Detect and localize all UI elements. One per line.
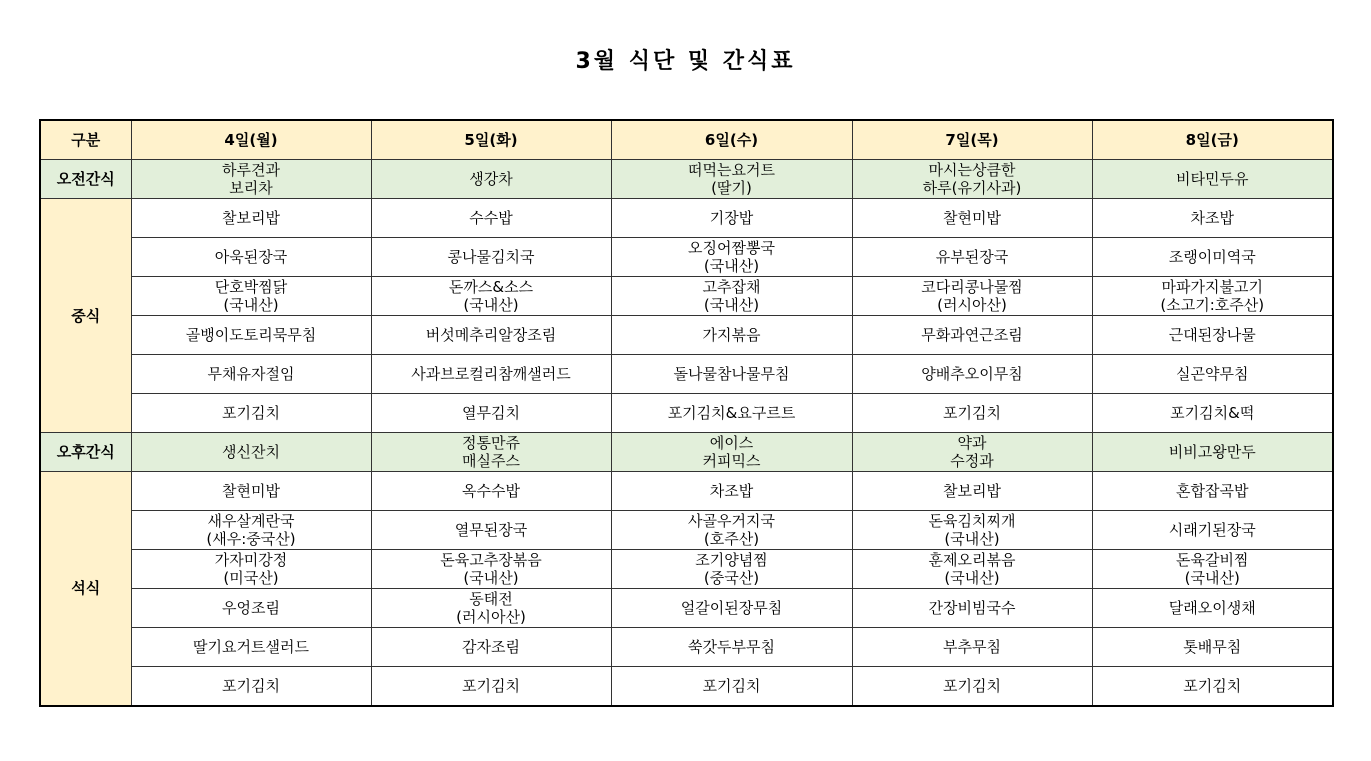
menu-item-text: (호주산) — [703, 530, 760, 548]
dinner-row — [40, 589, 1333, 628]
menu-item-text: 포기김치 — [462, 676, 520, 695]
menu-item-text: 마시는상큼한 — [928, 161, 1016, 179]
menu-cell — [371, 511, 611, 550]
menu-item-text: 얼갈이된장무침 — [680, 599, 783, 617]
menu-item-text: (미국산) — [223, 569, 279, 587]
menu-cell — [852, 472, 1092, 511]
menu-cell — [131, 628, 371, 667]
menu-item-text: 비비고왕만두 — [1168, 443, 1256, 461]
menu-item-text: 무화과연근조림 — [921, 326, 1023, 344]
menu-item-text: 수수밥 — [469, 209, 513, 227]
dinner-row — [40, 550, 1333, 589]
menu-cell — [1092, 667, 1333, 706]
menu-cell — [611, 589, 852, 628]
afternoon-snack-row — [40, 433, 1333, 472]
menu-item-text: 포기김치 — [222, 676, 280, 695]
menu-cell — [852, 628, 1092, 667]
lunch-label: 중식 — [40, 199, 131, 433]
menu-cell — [611, 394, 852, 433]
menu-cell — [131, 199, 371, 238]
menu-item-text: 우엉조림 — [222, 599, 280, 617]
menu-item-text: 감자조림 — [462, 638, 520, 656]
menu-cell — [131, 589, 371, 628]
menu-cell — [611, 355, 852, 394]
menu-item-text: 동태전 — [469, 590, 513, 608]
menu-item-text: 오징어짬뽕국 — [688, 239, 775, 257]
lunch-row — [40, 355, 1333, 394]
menu-cell — [1092, 355, 1333, 394]
menu-item-text: (국내산) — [463, 569, 519, 587]
menu-item-text: 매실주스 — [462, 452, 520, 470]
menu-cell — [852, 433, 1092, 472]
page-title: 3월 식단 및 간식표 — [575, 49, 796, 74]
menu-item-text: (딸기) — [711, 179, 752, 197]
menu-cell — [1092, 550, 1333, 589]
menu-item-text: 옥수수밥 — [462, 482, 520, 500]
menu-item-text: 무채유자절임 — [207, 365, 295, 383]
menu-item-text: 차조밥 — [1190, 209, 1234, 227]
lunch-row — [40, 316, 1333, 355]
menu-item-text: 기장밥 — [709, 209, 754, 227]
menu-item-text: 가지볶음 — [702, 326, 761, 344]
menu-item-text: 비타민두유 — [1176, 170, 1249, 188]
menu-item-text: (러시아산) — [937, 296, 1007, 314]
menu-item-text: (국내산) — [944, 530, 1000, 548]
menu-item-text: 하루(유기사과) — [922, 179, 1022, 197]
menu-item-text: (소고기:호주산) — [1160, 296, 1265, 314]
menu-cell — [611, 199, 852, 238]
header-day-fri: 8일(금) — [1092, 120, 1333, 160]
menu-cell — [1092, 511, 1333, 550]
menu-item-text: 조기양념찜 — [695, 551, 768, 569]
header-day-tue: 5일(화) — [371, 120, 611, 160]
menu-item-text: 정통만쥬 — [462, 434, 520, 452]
menu-cell — [852, 238, 1092, 277]
morning-snack-row — [40, 160, 1333, 199]
menu-item-text: (국내산) — [703, 257, 760, 275]
menu-item-text: 생신잔치 — [222, 443, 280, 461]
menu-cell — [611, 472, 852, 511]
menu-cell — [1092, 199, 1333, 238]
menu-cell — [611, 550, 852, 589]
afternoon-snack-row-label: 오후간식 — [40, 433, 131, 472]
menu-item-text: 약과 — [957, 434, 987, 452]
menu-cell — [371, 160, 611, 199]
menu-item-text: 돈육고추장볶음 — [440, 551, 542, 569]
menu-cell — [611, 238, 852, 277]
menu-item-text: 아욱된장국 — [214, 248, 288, 266]
menu-item-text: 양배추오이무침 — [921, 365, 1023, 383]
menu-item-text: 마파가지불고기 — [1161, 278, 1263, 296]
menu-cell — [1092, 160, 1333, 199]
menu-item-text: 가자미강정 — [214, 551, 288, 569]
menu-cell — [852, 199, 1092, 238]
menu-item-text: 수정과 — [950, 452, 994, 470]
menu-cell — [852, 667, 1092, 706]
menu-cell — [611, 628, 852, 667]
menu-item-text: 차조밥 — [709, 482, 754, 500]
menu-item-text: 찰보리밥 — [222, 209, 280, 227]
menu-cell — [852, 316, 1092, 355]
menu-cell — [852, 394, 1092, 433]
lunch-row — [40, 277, 1333, 316]
menu-item-text: 부추무침 — [943, 638, 1001, 656]
menu-cell — [131, 472, 371, 511]
menu-item-text: 훈제오리볶음 — [928, 551, 1016, 569]
menu-item-text: 열무된장국 — [454, 521, 528, 539]
menu-cell — [852, 550, 1092, 589]
menu-item-text: 포기김치 — [1183, 676, 1242, 695]
menu-item-text: 찰현미밥 — [222, 482, 280, 500]
meal-table — [39, 119, 1334, 707]
menu-item-text: 유부된장국 — [935, 248, 1009, 266]
menu-cell — [1092, 394, 1333, 433]
menu-item-text: 조랭이미역국 — [1168, 248, 1256, 266]
morning-snack-row-label: 오전간식 — [40, 160, 131, 199]
menu-cell — [371, 199, 611, 238]
dinner-row — [40, 511, 1333, 550]
menu-cell — [852, 277, 1092, 316]
menu-item-text: 커피믹스 — [702, 452, 761, 470]
menu-item-text: 돈육갈비찜 — [1176, 551, 1249, 569]
menu-cell — [1092, 589, 1333, 628]
menu-cell — [131, 355, 371, 394]
menu-item-text: 보리차 — [229, 179, 273, 197]
dinner-row — [40, 667, 1333, 706]
menu-cell — [371, 667, 611, 706]
menu-cell — [131, 433, 371, 472]
menu-cell — [131, 550, 371, 589]
menu-item-text: (국내산) — [703, 296, 760, 314]
menu-item-text: 버섯메추리알장조림 — [425, 326, 557, 344]
header-day-mon: 4일(월) — [131, 120, 371, 160]
menu-item-text: 시래기된장국 — [1168, 521, 1256, 539]
dinner-row — [40, 472, 1333, 511]
lunch-row — [40, 394, 1333, 433]
menu-item-text: 코다리콩나물찜 — [921, 278, 1023, 296]
menu-cell — [131, 394, 371, 433]
menu-item-text: 돌나물참나물무침 — [673, 365, 790, 383]
menu-item-text: 포기김치 — [943, 676, 1001, 695]
menu-item-text: 콩나물김치국 — [447, 248, 535, 266]
menu-item-text: 돈까스&소스 — [448, 278, 534, 296]
menu-item-text: 포기김치 — [943, 404, 1001, 422]
menu-cell — [371, 355, 611, 394]
menu-cell — [611, 316, 852, 355]
menu-item-text: 생강차 — [469, 170, 513, 188]
menu-item-text: 포기김치&요구르트 — [667, 404, 796, 422]
menu-cell — [852, 589, 1092, 628]
menu-item-text: 찰보리밥 — [943, 482, 1001, 500]
menu-item-text: 사과브로컬리참깨샐러드 — [411, 365, 571, 383]
dinner-row — [40, 628, 1333, 667]
menu-item-text: 딸기요거트샐러드 — [193, 638, 309, 656]
menu-item-text: (러시아산) — [456, 608, 526, 626]
menu-cell — [371, 589, 611, 628]
menu-cell — [1092, 238, 1333, 277]
menu-item-text: 열무김치 — [462, 404, 520, 422]
lunch-row — [40, 238, 1333, 277]
menu-item-text: (국내산) — [944, 569, 1000, 587]
menu-cell — [371, 316, 611, 355]
menu-cell — [131, 511, 371, 550]
menu-cell — [611, 277, 852, 316]
menu-item-text: 새우살계란국 — [207, 512, 295, 530]
menu-cell — [131, 316, 371, 355]
menu-cell — [611, 511, 852, 550]
menu-item-text: 돈육김치찌개 — [928, 512, 1016, 530]
menu-cell — [611, 667, 852, 706]
menu-item-text: 포기김치&떡 — [1170, 404, 1255, 422]
menu-item-text: 쑥갓두부무침 — [688, 638, 775, 656]
menu-item-text: 포기김치 — [702, 676, 761, 695]
menu-item-text: 실곤약무침 — [1176, 365, 1249, 383]
menu-cell — [371, 472, 611, 511]
menu-item-text: 사골우거지국 — [688, 512, 775, 530]
menu-item-text: 하루견과 — [222, 161, 280, 179]
menu-item-text: 포기김치 — [222, 404, 280, 422]
menu-cell — [131, 160, 371, 199]
menu-cell — [1092, 472, 1333, 511]
menu-item-text: 근대된장나물 — [1168, 326, 1256, 344]
menu-item-text: 톳배무침 — [1183, 638, 1242, 656]
header-day-wed: 6일(수) — [611, 120, 852, 160]
menu-item-text: 혼합잡곡밥 — [1176, 482, 1249, 500]
menu-item-text: 단호박찜닭 — [214, 278, 288, 296]
menu-cell — [852, 355, 1092, 394]
menu-cell — [131, 667, 371, 706]
menu-item-text: 에이스 — [709, 434, 754, 452]
menu-cell — [852, 160, 1092, 199]
menu-cell — [371, 550, 611, 589]
menu-cell — [611, 433, 852, 472]
menu-item-text: 골뱅이도토리묵무침 — [185, 326, 317, 344]
header-row — [40, 120, 1333, 160]
menu-cell — [852, 511, 1092, 550]
dinner-label: 석식 — [40, 472, 131, 706]
menu-item-text: 떠먹는요거트 — [688, 161, 775, 179]
menu-item-text: 달래오이생채 — [1168, 599, 1256, 617]
menu-item-text: (중국산) — [703, 569, 760, 587]
menu-cell — [131, 277, 371, 316]
lunch-row — [40, 199, 1333, 238]
menu-cell — [1092, 433, 1333, 472]
menu-cell — [1092, 628, 1333, 667]
menu-item-text: 찰현미밥 — [943, 209, 1001, 227]
menu-item-text: 간장비빔국수 — [928, 599, 1016, 617]
menu-cell — [131, 238, 371, 277]
menu-item-text: (국내산) — [223, 296, 279, 314]
menu-item-text: (국내산) — [463, 296, 519, 314]
menu-cell — [371, 628, 611, 667]
menu-cell — [371, 433, 611, 472]
header-day-thu: 7일(목) — [852, 120, 1092, 160]
menu-cell — [371, 238, 611, 277]
menu-item-text: 고추잡채 — [702, 278, 761, 296]
menu-item-text: (새우:중국산) — [206, 530, 296, 548]
menu-cell — [371, 277, 611, 316]
menu-cell — [1092, 277, 1333, 316]
menu-cell — [1092, 316, 1333, 355]
menu-item-text: (국내산) — [1184, 569, 1240, 587]
header-category: 구분 — [40, 120, 131, 160]
menu-cell — [611, 160, 852, 199]
menu-cell — [371, 394, 611, 433]
